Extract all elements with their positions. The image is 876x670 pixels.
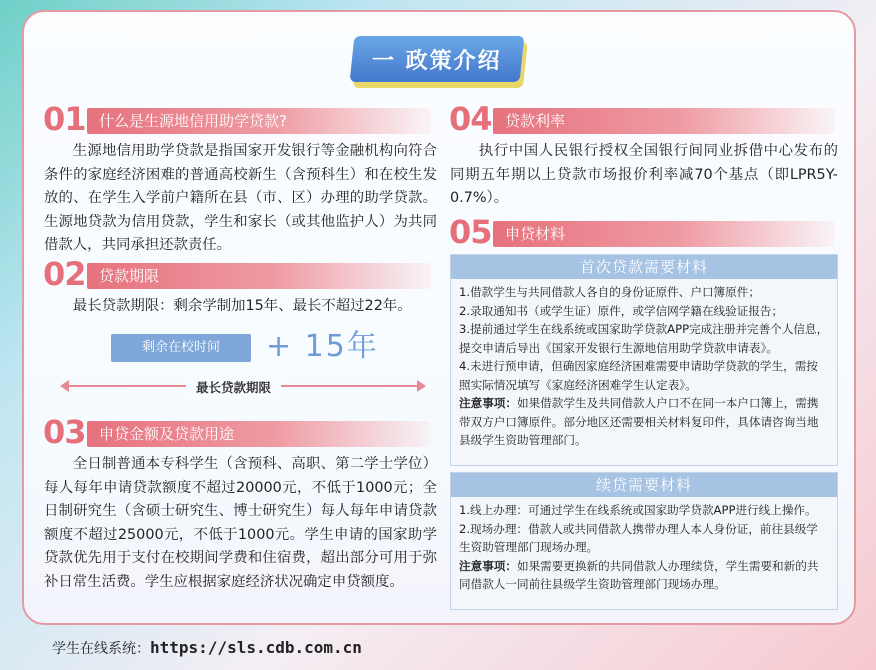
section-heading: 贷款利率 — [493, 108, 835, 134]
box-heading: 首次贷款需要材料 — [451, 255, 837, 279]
note-label: 注意事项： — [459, 396, 517, 410]
renewal-materials-box — [450, 472, 838, 610]
list-item: 2.录取通知书（或学生证）原件，或学信网学籍在线验证报告； — [459, 303, 784, 318]
section-number: 01 — [43, 100, 86, 138]
section-heading: 什么是生源地信用助学贷款? — [87, 108, 431, 134]
note-text: 如果需要更换新的共同借款人办理续贷，学生需要和新的共同借款人一同前往县级学生资助管理部门现场办理。 — [459, 558, 819, 591]
section-02-text: 最长贷款期限：剩余学制加15年、最长不超过22年。 — [72, 298, 412, 314]
section-number: 03 — [43, 413, 86, 451]
footer — [52, 638, 362, 658]
section-heading: 申贷材料 — [493, 221, 835, 247]
note — [459, 394, 829, 450]
plus-15-years: + 15年 — [266, 329, 379, 364]
title-banner — [350, 36, 525, 82]
list-item: 2.现场办理：借款人或共同借款人携带办理人本人身份证，前往县级学生资助管理部门现场办理。 — [459, 521, 818, 554]
section-04-header — [449, 100, 839, 138]
section-heading: 贷款期限 — [87, 263, 431, 289]
section-01-text: 生源地信用助学贷款是指国家开发银行等金融机构向符合条件的家庭经济困难的普通高校新生（含预科生）和在校生发放的、在学生入学前户籍所在县（市、区）办理的助学贷款。生源地贷款为信用贷款，学生和家长（或其他监护人）为共同借款人，共同承担还款责任。 — [44, 143, 437, 253]
section-number: 05 — [449, 213, 492, 251]
section-01-header — [43, 100, 433, 138]
box-heading: 续贷需要材料 — [451, 473, 837, 497]
section-number: 04 — [449, 100, 492, 138]
system-url-link[interactable]: https://sls.cdb.com.cn — [150, 638, 362, 657]
max-term-label: 最长贷款期限 — [186, 378, 281, 396]
list-item: 3.提前通过学生在线系统或国家助学贷款APP完成注册并完善个人信息，提交申请后导出《国家开发银行生源地信用助学贷款申请表》。 — [459, 322, 829, 355]
footer-label: 学生在线系统： — [52, 641, 150, 657]
section-03-text: 全日制普通本专科学生（含预科、高职、第二学士学位）每人每年申请贷款额度不超过20000元，不低于1000元；全日制研究生（含硕士研究生、博士研究生）每人每年申请贷款额度不超过25000元，不低于1000元。学生申请的国家助学贷款优先用于支付在校期间学费和住宿费，超出部分可用于弥补日常生活费。学生应根据家庭经济状况确定申贷额度。 — [44, 456, 437, 590]
note-label: 注意事项： — [459, 558, 517, 573]
section-03-header — [43, 413, 433, 451]
section-04-text: 执行中国人民银行授权全国银行间同业拆借中心发布的同期五年期以上贷款市场报价利率减70个基点（即LPR5Y-0.7%）。 — [450, 143, 838, 206]
list-item: 4.未进行预申请，但确因家庭经济困难需要申请助学贷款的学生，需按照实际情况填写《家庭经济困难学生认定表》。 — [459, 359, 818, 392]
note-text: 如果借款学生及共同借款人户口不在同一本户口簿上，需携带双方户口簿原件。部分地区还需要相关材料复印件，具体请咨询当地县级学生资助管理部门。 — [459, 396, 819, 447]
remaining-study-time-pill: 剩余在校时间 — [111, 334, 251, 362]
list-item: 1.线上办理：可通过学生在线系统或国家助学贷款APP进行线上操作。 — [459, 503, 817, 517]
page-title: 一 政策介绍 — [372, 47, 502, 74]
section-heading: 申贷金额及贷款用途 — [87, 421, 431, 447]
list-item: 1.借款学生与共同借款人各自的身份证原件、户口簿原件； — [459, 285, 760, 299]
section-02-header — [43, 255, 433, 293]
section-05-header — [449, 213, 839, 251]
first-loan-materials-box — [450, 254, 838, 466]
section-number: 02 — [43, 255, 86, 293]
note — [459, 557, 829, 594]
